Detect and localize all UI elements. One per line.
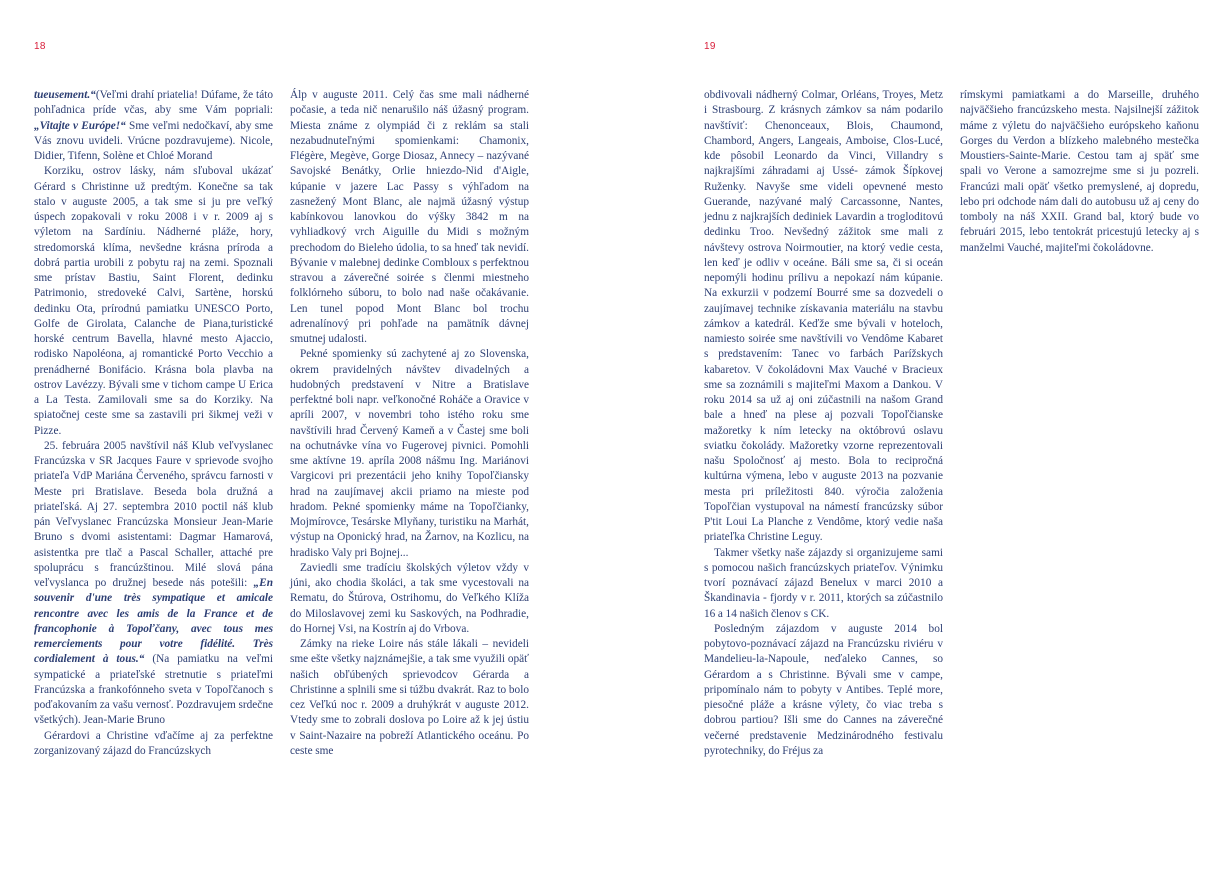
- paragraph: Álp v auguste 2011. Celý čas sme mali nádherné počasie, a teda nič nenarušilo náš úžasný program. Miesta známe z olympiád či z reklám sa stali nezabudnuteľnými spomienkami: Chamonix, Flégère, Megève, Gorge Diosaz, Annecy – nazývané Savojské Benátky, Orlie hniezdo-Nid d'Aigle, kúpanie v jazere Lac Passy s výhľadom na zasnežený Mont Blanc, ale najmä úžasný výstup kabínkovou lanovkou do výšky 3842 m na vyhliadkový vrch Aiguille du Midi s možným prechodom do Bieleho údolia, to sa hneď tak nevidí. Bývanie v malebnej dedinke Combloux s perfektnou stravou a záverečné soirée s členmi miestneho folklórneho súboru, to bolo nad naše očakávanie. Len tunel popod Mont Blanc bol trochu adrenalínový pri pohľade na pamätník dávnej smutnej udalosti.: [290, 89, 529, 345]
- left-page-column-2: [290, 88, 529, 759]
- italic-quote: „Vitajte v Európe!“: [34, 119, 126, 132]
- paragraph: Takmer všetky naše zájazdy si organizujeme sami s pomocou našich francúzskych priateľov. Výnimku tvorí poznávací zájazd Benelux v marci 2010 a Škandinavia - fjordy v r. 2011, ktorých sa zúčastnilo 16 a 14 našich členov s CK.: [704, 546, 943, 620]
- paragraph: rímskymi pamiatkami a do Marseille, druhého najväčšieho francúzskeho mesta. Najsilnejší zážitok máme z výletu do najväčšieho európskeho kaňonu Gorges du Verdon a blízkeho malebného mestečka Moustiers-Sainte-Marie. Cestou tam aj späť sme spali vo Verone a samozrejme sme si ju pozreli. Francúzi mali opäť všetko premyslené, aj dopredu, lebo pri odchode nám dali do autobusu už aj ceny do tomboly na náš XXII. Grand bal, ktorý bude vo februári 2015, lebo tentokrát pricestujú letecky aj s manželmi Vauché, majiteľmi čokoládovne.: [960, 89, 1199, 254]
- text-run: (Veľmi drahí priatelia! Dúfame, že táto pohľadnica príde včas, aby sme Vám popriali:: [34, 89, 273, 117]
- paragraph: Korziku, ostrov lásky, nám sľuboval ukázať Gérard s Christinne už predtým. Konečne sa tak stalo v auguste 2005, a tak sme si ju pre veľký úspech zopakovali v roku 2008 i v r. 2009 aj s výletom na Sardíniu. Nádherné pláže, hory, stredomorská klíma, nevšedne krásna príroda a dobrá partia urobili z pobytu raj na zemi. Spoznali sme prístav Bastiu, Saint Florent, dedinku Patrimonio, stredoveké Calvi, Sartène, horskú dedinku Ota, prírodnú pamiatku UNESCO Porto, Golfe de Girolata, Calanche de Piana,turistické horské centrum Bavella, hlavné mesto Ajaccio, rodisko Napoléona, aj romantické Porto Vecchio a prenádherné Bonifácio. Krásna bola plavba na ostrov Lavézzy. Bývali sme v tichom campe U Erica a La Testa. Zamilovali sme sa do Korziky. Na spiatočnej ceste sme sa zastavili pri šikmej veži v Pizze.: [34, 165, 273, 437]
- paragraph: Pekné spomienky sú zachytené aj zo Slovenska, okrem pravidelných návštev divadelných a hudobných predstavení v Nitre a Bratislave perfektné boli napr. veľkonočné Roháče a Oravice v apríli 2007, v novembri toho istého roku sme navštívili hrad Červený Kameň a v Častej sme boli na ochutnávke vína vo Fugerovej pivnici. Pomohli sme aktívne 19. apríla 2008 nášmu Ing. Mariánovi Vargicovi pri prezentácii jeho knihy Topoľčiansky hrad na zaujímavej akcii priamo na mieste pod hradom. Pekné spomienky máme na Topoľčianky, Mojmírovce, Tesárske Mlyňany, turistiku na Marhát, výstup na Oponický hrad, na Žarnov, na Kozlicu, na hradisko Valy pri Bojnej...: [290, 348, 529, 559]
- page-number-left: 18: [34, 41, 46, 52]
- right-page-column-2: [960, 88, 1199, 256]
- paragraph: obdivovali nádherný Colmar, Orléans, Troyes, Metz i Strasbourg. Z krásnych zámkov sa nám podarilo navštíviť: Chenonceaux, Blois, Chaumond, Chambord, Angers, Langeais, Amboise, Clos-Lucé, kde pôsobil Leonardo da Vinci, Villandry s najkrajšími záhradami aj Ussé- zámok Šípkovej Ruženky. Navyše sme videli opevnené mesto Guerande, nazývané malý Carcassonne, Nantes, jednu z najkrajších dediniek Lavardin a trogloditovú dedinku Troo. Nevšedný zážitok sme mali z návštevy ostrova Noirmoutier, na ktorý vedie cesta, len keď je odliv v oceáne. Báli sme sa, či si oceán nepomýli hodinu prílivu a nepokazí nám kúpanie. Na exkurzii v podzemí Bourré sme sa dozvedeli o zaujímavej technike získavania materiálu na stavbu zámkov a katedrál. Keďže sme bývali v hoteloch, namiesto soirée sme navštívili vo Vendôme Kabaret s predstavením: Tanec vo farbách Parížskych kabaretov. V čokoládovni Max Vauché v Bracieux sme sa zoznámili s majiteľmi Maxom a Dankou. V roku 2014 sa už aj oni zúčastnili na našom Grand bale a hneď na plese aj pozvali Topoľčianske mažoretky k ním letecky na októbrovú oslavu sviatku čokolády. Mažoretky vzorne reprezentovali našu Spoločnosť aj mesto. Bola to recipročná kultúrna výmena, lebo v auguste 2013 na pozvanie mesta pri príležitosti 840. výročia založenia Topoľčian vystupoval na námestí francúzsky súbor P'tit Loui La Planche z Vendôme, ktorý vedie naša priateľka Christine Leguy.: [704, 89, 943, 544]
- text-run: (Na pamiatku na veľmi sympatické a priateľské stretnutie s priateľmi Francúzska a frankofónneho sveta v Topoľčanoch s poďakovaním za vašu vernosť. Pozdravujem srdečne všetkých). Jean-Marie Bruno: [34, 653, 273, 727]
- paragraph: Posledným zájazdom v auguste 2014 bol pobytovo-poznávací zájazd na Francúzsku riviéru v Mandelieu-la-Napoule, neďaleko Cannes, so Gérardom a s Christinne. Bývali sme v campe, pripomínalo nám to pobyty v Antibes. Teplé more, piesočné pláže a krásne výlety, čo viac treba s dobrou partiou? Išli sme do Cannes na záverečné večerné predstavenie Medzinárodného festivalu pyrotechniky, do Fréjus za: [704, 622, 943, 757]
- page-number-right: 19: [704, 41, 716, 52]
- paragraph: Zámky na rieke Loire nás stále lákali – nevideli sme ešte všetky najznámejšie, a tak sme využili opäť našich obľúbených sprievodcov Gérarda a Christinne a splnili sme si túžbu dvakrát. Raz to bolo cez Veľkú noc r. 2009 a druhýkrát v auguste 2012. Vtedy sme to zobrali doslova po Loire až k jej ústiu v Saint-Nazaire na pobreží Atlantického oceánu. Po ceste sme: [290, 638, 529, 757]
- right-page: [616, 0, 1232, 874]
- paragraph: [34, 439, 273, 729]
- paragraph: [34, 88, 273, 164]
- paragraph: Gérardovi a Christine vďačíme aj za perfektne zorganizovaný zájazd do Francúzskych: [34, 729, 273, 757]
- italic-quote: „En souvenir d'une très sympatique et amicale rencontre avec les amis de la France et de francophonie à Topoľčany, avec tous mes remerciements pour votre fidélité. Très cordialement à tous.“: [34, 577, 273, 666]
- left-page-column-1: [34, 88, 273, 759]
- text-run: Sme veľmi nedočkaví, aby sme Vás znovu uvideli. Vrúcne pozdravujeme). Nicole, Didier, Tifenn, Solène et Chloé Morand: [34, 119, 274, 162]
- right-page-column-1: [704, 88, 943, 759]
- paragraph: Zaviedli sme tradíciu školských výletov vždy v júni, ako chodia školáci, a tak sme vycestovali na Rematu, do Štúrova, Ostrihomu, do Veľkého Klíža do Miloslavovej zemi ku Saskových, na Podhradie, do Hornej Vsi, na Kostrín aj do Vrbova.: [290, 561, 529, 635]
- italic-quote: tueusement.“: [34, 89, 96, 101]
- text-run: 25. februára 2005 navštívil náš Klub veľvyslanec Francúzska v SR Jacques Faure v sprievode svojho priateľa VdP Mariána Červeného, správcu farnosti v Meste pri Bratislave. Beseda bola družná a priateľská. Aj 27. septembra 2010 poctil náš klub pán Veľvyslanec Francúzska Monsieur Jean-Marie Bruno s dvomi asistentami: Dagmar Hamarová, asistentka pre tlač a Pascal Schaller, attaché pre spoluprácu s francúzštinou. Milé slová pána veľvyslanca po družnej besede nás potešili:: [34, 439, 273, 589]
